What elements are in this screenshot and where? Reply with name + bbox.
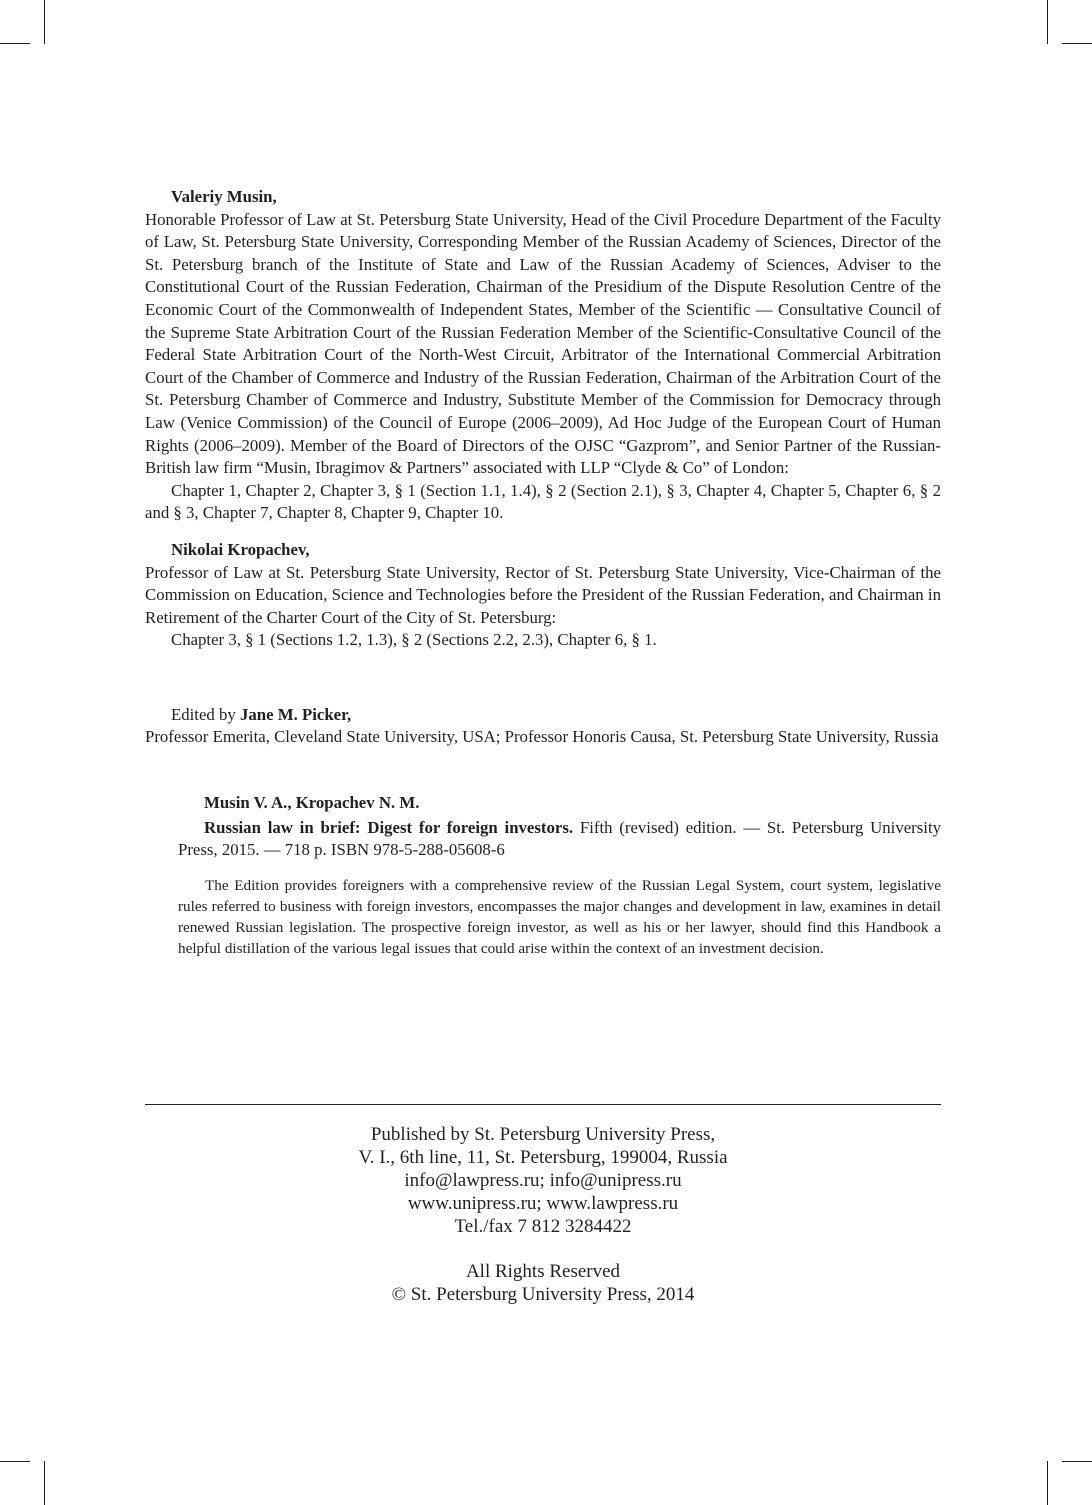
publisher-websites: www.unipress.ru; www.lawpress.ru — [407, 1193, 679, 1214]
crop-mark-top-left-horizontal — [0, 43, 30, 44]
editor-line — [145, 704, 941, 727]
author-name: Nikolai Kropachev, — [171, 539, 310, 559]
publisher-info — [145, 1123, 941, 1238]
crop-mark-top-left-vertical — [44, 0, 45, 44]
biblio-abstract: The Edition provides foreigners with a comprehensive review of the Russian Legal System, court system, legislative rules referred to business with foreign investors, encompasses the major changes and development in law, examines in detail renewed Russian legislation. The prospective foreign investor, as well as his or her lawyer, should find this Handbook a helpful distillation of the various legal issues that could arise within the context of an investment decision. — [178, 876, 941, 957]
crop-mark-bottom-left-vertical — [44, 1461, 45, 1505]
publisher-emails: info@lawpress.ru; info@unipress.ru — [404, 1170, 682, 1191]
author-chapters: Chapter 3, § 1 (Sections 1.2, 1.3), § 2 (Sections 2.2, 2.3), Chapter 6, § 1. — [171, 630, 657, 650]
author-musin — [145, 186, 941, 525]
copyright-line: © St. Petersburg University Press, 2014 — [391, 1284, 695, 1305]
crop-mark-bottom-left-horizontal — [0, 1461, 30, 1462]
editor-description: Professor Emerita, Cleveland State University, USA; Professor Honoris Causa, St. Petersburg State University, Russia — [145, 727, 939, 747]
imprint-content — [145, 186, 941, 959]
author-description: Honorable Professor of Law at St. Petersburg State University, Head of the Civil Procedure Department of the Faculty of Law, St. Petersburg State University, Corresponding Member of the Russian Academy of Sciences, Director of the St. Petersburg branch of the Institute of State and Law of the Russian Academy of Sciences, Adviser to the Constitutional Court of the Russian Federation, Chairman of the Presidium of the Dispute Resolution Centre of the Economic Court of the Commonwealth of Independent States, Member of the Scientific — Consultative Council of the Supreme State Arbitration Court of the Russian Federation Member of the Scientific-Consultative Council of the Federal State Arbitration Court of the North-West Circuit, Arbitrator of the International Commercial Arbitration Court of the Chamber of Commerce and Industry of the Russian Federation, Chairman of the Arbitration Court of the St. Petersburg Chamber of Commerce and Industry, Substitute Member of the Commission for Democracy through Law (Venice Commission) of the Council of Europe (2006–2009), Ad Hoc Judge of the European Court of Human Rights (2006–2009). Member of the Board of Directors of the OJSC “Gazprom”, and Senior Partner of the Russian-British law firm “Musin, Ibragimov & Partners” associated with LLP “Clyde & Co” of London: — [145, 209, 941, 478]
biblio-citation — [178, 817, 941, 862]
publisher-line: Published by St. Petersburg University Press, — [370, 1124, 716, 1145]
editor-section — [145, 704, 941, 749]
biblio-details: Fifth (revised) edition. — St. Petersburg University Press, 2015. — 718 p. ISBN 978-5-288-05608-6 — [178, 817, 942, 860]
crop-mark-bottom-right-horizontal — [1062, 1461, 1092, 1462]
crop-mark-top-right-vertical — [1047, 0, 1048, 44]
author-chapters: Chapter 1, Chapter 2, Chapter 3, § 1 (Section 1.1, 1.4), § 2 (Section 2.1), § 3, Chapter 4, Chapter 5, Chapter 6, § 2 and § 3, Chapter 7, Chapter 8, Chapter 9, Chapter 10. — [145, 480, 941, 523]
author-name: Valeriy Musin, — [171, 187, 277, 206]
publisher-phone: Tel./fax 7 812 3284422 — [454, 1216, 632, 1237]
editor-prefix: Edited by — [171, 704, 240, 724]
divider-rule — [145, 1104, 941, 1105]
publisher-address: V. I., 6th line, 11, St. Petersburg, 199004, Russia — [358, 1147, 728, 1168]
author-kropachev — [145, 539, 941, 652]
editor-name: Jane M. Picker, — [239, 704, 352, 724]
rights-reserved: All Rights Reserved — [465, 1261, 621, 1282]
author-description: Professor of Law at St. Petersburg State University, Rector of St. Petersburg State University, Vice-Chairman of the Commission on Education, Science and Technologies before the President of the Russian Federation, and Chairman in Retirement of the Charter Court of the City of St. Petersburg: — [145, 562, 941, 627]
rights-info — [145, 1260, 941, 1306]
biblio-authors: Musin V. A., Kropachev N. M. — [204, 793, 420, 813]
crop-mark-bottom-right-vertical — [1047, 1461, 1048, 1505]
bibliographic-record — [178, 792, 941, 959]
biblio-title: Russian law in brief: Digest for foreign investors. — [204, 817, 574, 837]
crop-mark-top-right-horizontal — [1062, 43, 1092, 44]
